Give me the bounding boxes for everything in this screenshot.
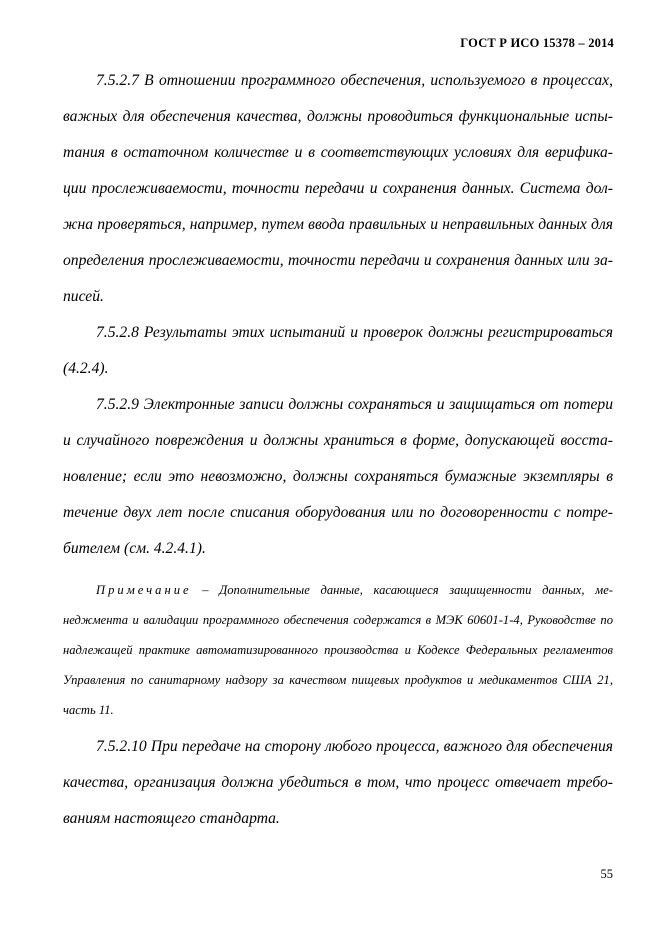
note-block [63, 575, 613, 725]
page-number: 55 [600, 867, 613, 881]
paragraph-7-5-2-7: 7.5.2.7 В отношении программного обеспечения, используемого в процессах, важных для обеспечения качества, должны проводиться функциональные испытания в остаточном количестве и в соответствующих условиях для верификации прослеживаемости, точности передачи и сохранения данных. Система должна проверяться, например, путем ввода правильных и неправильных данных для определения прослеживаемости, точности передачи и сохранения данных или записей. [63, 72, 613, 305]
note-text: – Дополнительные данные, касающиеся защищенности данных, менеджмента и валидации программного обеспечения содержатся в МЭК 60601-1-4, Руководстве по надлежащей практике автоматизированного производства и Кодексе Федеральных регламентов Управления по санитарному надзору за качеством пищевых продуктов и медикаментов США 21, часть 11. [63, 583, 613, 717]
paragraph-7-5-2-8: 7.5.2.8 Результаты этих испытаний и проверок должны регистрироваться (4.2.4). [63, 324, 613, 377]
document-body [63, 63, 613, 837]
standard-header: ГОСТ Р ИСО 15378 – 2014 [460, 36, 614, 50]
paragraph-7-5-2-9: 7.5.2.9 Электронные записи должны сохраняться и защищаться от потери и случайного повреждения и должны храниться в форме, допускающей восстановление; если это невозможно, должны сохраняться бумажные экземпляры в течение двух лет после списания оборудования или по договоренности с потребителем (см. 4.2.4.1). [63, 396, 613, 557]
note-label: Примечание [96, 583, 192, 597]
paragraph-7-5-2-10: 7.5.2.10 При передаче на сторону любого процесса, важного для обеспечения качества, организация должна убедиться в том, что процесс отвечает требованиям настоящего стандарта. [63, 738, 613, 827]
